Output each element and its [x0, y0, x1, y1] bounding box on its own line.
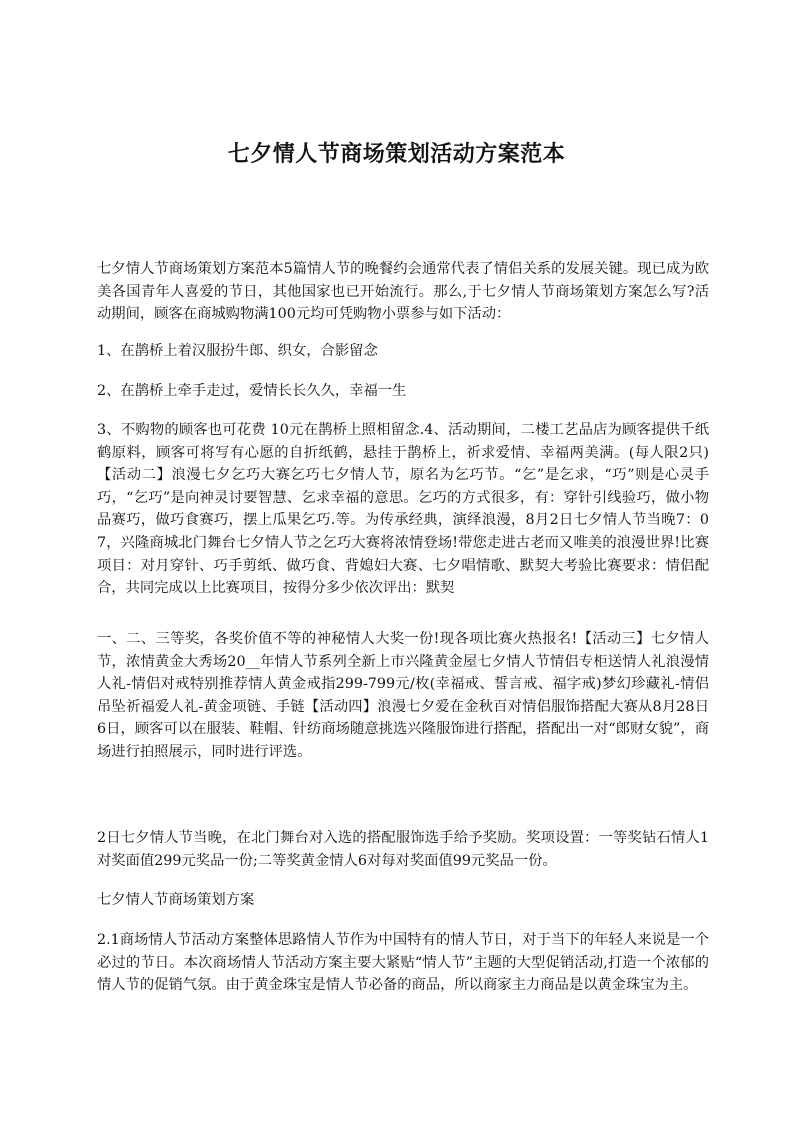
document-title: 七夕情人节商场策划活动方案范本 [227, 141, 566, 167]
activity-item-1: 1、在鹊桥上着汉服扮牛郎、织女，合影留念 [97, 343, 378, 359]
prize-settings-paragraph: 2日七夕情人节当晚，在北门舞台对入选的搭配服饰选手给予奖励。奖项设置：一等奖钻石情人1对奖面值299元奖品一份;二等奖黄金情人6对每对奖面值99元奖品一份。 [97, 830, 709, 869]
section-paragraph: 2.1商场情人节活动方案整体思路情人节作为中国特有的情人节日，对于当下的年轻人来说是一个必过的节日。本次商场情人节活动方案主要大紧贴“情人节”主题的大型促销活动,打造一个浓郁的情人节的促销气氛。由于黄金珠宝是情人节必备的商品，所以商家主力商品是以黄金珠宝为主。 [97, 932, 709, 994]
intro-paragraph: 七夕情人节商场策划方案范本5篇情人节的晚餐约会通常代表了情侣关系的发展关键。现已成为欧美各国青年人喜爱的节日，其他国家也已开始流行。那么,于七夕情人节商场策划方案怎么写?活动期间，顾客在商城购物满100元均可凭购物小票参与如下活动： [97, 261, 709, 323]
activity-item-3-paragraph: 3、不购物的顾客也可花费 10元在鹊桥上照相留念.4、活动期间，二楼工艺品店为顾客提供千纸鹤原料，顾客可将写有心愿的自折纸鹤，悬挂于鹊桥上，祈求爱情、幸福两美满。(每人限2只)【活动二】浪漫七夕乞巧大赛乞巧七夕情人节，原名为乞巧节。“乞”是乞求，“巧”则是心灵手巧，“乞巧”是向神灵讨要智慧、乞求幸福的意思。乞巧的方式很多，有：穿针引线验巧，做小物品赛巧，做巧食赛巧，摆上瓜果乞巧.等。为传承经典，演绎浪漫，8月2日七夕情人节当晚7：07，兴隆商城北门舞台七夕情人节之乞巧大赛将浓情登场!带您走进古老而又唯美的浪漫世界!比赛项目：对月穿针、巧手剪纸、做巧食、背媳妇大赛、七夕唱情歌、默契大考验比赛要求：情侣配合，共同完成以上比赛项目，按得分多少依次评出：默契 [97, 422, 709, 597]
activity-item-2: 2、在鹊桥上牵手走过，爱情长长久久，幸福一生 [97, 383, 407, 399]
section-heading: 七夕情人节商场策划方案 [97, 892, 255, 908]
awards-paragraph: 一、二、三等奖，各奖价值不等的神秘情人大奖一份!现各项比赛火热报名!【活动三】七夕情人节，浓情黄金大秀场20__年情人节系列全新上市兴隆黄金屋七夕情人节情侣专柜送情人礼浪漫情人礼-情侣对戒特别推荐情人黄金戒指299-799元/枚(幸福戒、誓言戒、福字戒)梦幻珍藏礼-情侣吊坠祈福爱人礼-黄金项链、手链【活动四】浪漫七夕爱在金秋百对情侣服饰搭配大赛从8月28日6日，顾客可以在服装、鞋帽、针纺商场随意挑选兴隆服饰进行搭配，搭配出一对“郎财女貌”，商场进行拍照展示，同时进行评选。 [97, 631, 709, 760]
